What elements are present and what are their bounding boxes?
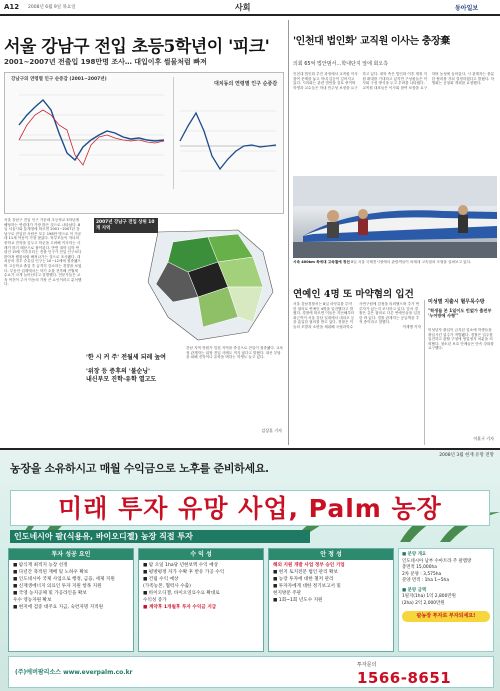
- right-body: 인천대 법인화 추진 과정에서 교직원 이사 참여 문제를 놓고 학내 갈등이 깊어지고 있다. 시의회는 관련 법안을 검토 중이며 학생과 교수들은 학내 민주성 보장을 요구하고 있다. 대학 측은 법인화 이후 재정 지원 확대를 기대하고 있지만 구성원들은 이사회 구성 방식을 두고 우려를 나타냈다. 교직원 대표들은 이사회 참여 보장을 요구하며 농성에 들어갔다. 시 관계자는 충분한 협의를 거쳐 결정하겠다고 밝혔다. 학생회는 공청회 개최를 요청했다.: [293, 72, 495, 90]
- list-item: ■ 1회~1회 년도수 지원: [273, 598, 323, 603]
- ad-panel-success: [8, 548, 134, 652]
- ad-subtitle-text: 인도네시아 팜(식용유, 바이오디젤) 농장 직접 투자: [14, 532, 193, 541]
- ad-promo-note: 2008년 3월 현재 유망 전망: [439, 453, 494, 458]
- list-item: 수익성 증가: [143, 598, 167, 603]
- ad-panel-profit: [138, 548, 264, 652]
- ad-panel-stability: [268, 548, 394, 652]
- list-item: 인도네시아 남부 수마트라 주 팔렘방: [402, 558, 472, 564]
- pull-quote-3: 내신부모 진학·유학 열고도: [86, 376, 157, 383]
- box-byline: 이훈구 기자: [473, 436, 494, 442]
- line-chart-right: [176, 101, 280, 187]
- ad-panel-stability-title: 안 정 성: [269, 549, 393, 560]
- list-item: 1필지(1ha) 1억 2,800만원: [402, 594, 456, 599]
- ad-side-info: [398, 548, 494, 652]
- main-body-col2: [86, 346, 182, 442]
- main-body-col3: 강남 지역 학원가 밀집 지역을 중심으로 전입이 집중됐다. 교육청 관계자는 위장 전입 사례도 적지 않다고 밝혔다. 내신 부담을 피해 진학이나 유학을 택하는 학생도 늘고 있다. 김상훈 기자: [186, 346, 284, 434]
- list-item: 2차 분양 : 3,575ha: [402, 571, 442, 577]
- list-item: ■ 인도네시아 국제 사업으로 행정, 금융, 세제 지원: [13, 577, 115, 582]
- main-byline: 김상훈 기자: [261, 428, 282, 434]
- right-headline: '인천대 법인화' 교직원 이사는 충장棄: [293, 36, 450, 47]
- ad-panel-success-list: [9, 560, 133, 613]
- list-item: ■ 현지 토지전문 법인 관리 확보: [273, 570, 338, 575]
- ad-company: (주)에버팜리소스 www.everpalm.co.kr: [15, 669, 133, 676]
- section-title: 사회: [235, 2, 251, 12]
- list-item: (가족농본, 협력사 수출): [143, 584, 191, 589]
- chart2-title: 대치동의 연령별 인구 순증감: [214, 81, 278, 87]
- list-item: ■ 팜 오일 1ha당 년현보액 수익 예상: [143, 563, 219, 568]
- bottom-body: 서울 강남경찰서는 8일 마약류를 투약한 혐의로 연예인 4명을 입건했다고 밝혔다. 경찰에 따르면 이들은 지난해부터 최근까지 서울 강남 일대에서 대마초 등을 흡입한 혐의를 받고 있다. 경찰은 이들의 모발과 소변을 채취해 국립과학수사연구원에 감정을 의뢰했으며 추가 연루자가 있는지 조사하고 있다. 앞서 경찰은 같은 혐의로 다른 연예인들을 입건한 바 있다. 경찰 관계자는 공급책을 추적 중이라고 말했다. 이재명 기자: [293, 302, 421, 329]
- list-item: ■ 현지에 검증 대주요 지금, 숙련자명 지적원: [13, 605, 104, 610]
- train-photo: [293, 176, 497, 258]
- pull-quote-2: '위장 등 증후의 '불순닝': [86, 368, 150, 375]
- box-body: 미성년자 출입이 금지된 업소에 학생들을 출입시킨 업주가 적발됐다. 경찰은 업주를 입건하고 관할 구청에 영업정지 처분을 의뢰했다. 청소년 보호 단체들은 단속 강화를 요구했다. 이훈구 기자: [428, 328, 494, 442]
- photo-caption: 시속 400km 목에대 고속철에 정선 8일 서울 국제전시장에서 관람객들이 차세대 고속열차 모형을 살펴보고 있다.: [293, 260, 472, 264]
- page-number: A12: [4, 3, 20, 11]
- chart2-box: [173, 77, 281, 189]
- list-item: (2ha) 2억 2,000만원: [402, 600, 445, 606]
- ad-panel-profit-list: [139, 560, 263, 613]
- list-item: ■ 팜식재 최적지 농장 선정: [13, 563, 68, 568]
- ad-phone-number[interactable]: 1566-8651: [357, 669, 452, 687]
- main-subhead: 2001~2007년 전출입 198만명 조사… 대입이후 썰물처럼 빠져: [4, 58, 207, 66]
- list-item: 우수 영농자원 확보: [13, 598, 52, 603]
- list-item: ■ 국영 농지공체 및 가공라인을 확보: [13, 591, 87, 596]
- chart1-title: 강남구의 연령별 인구 순증감 (2001~2007년): [11, 77, 107, 82]
- column-divider: [288, 20, 289, 445]
- list-item: ■ 농장 투자에 대한 철저 관리: [273, 577, 334, 582]
- ad-footer: [8, 656, 494, 688]
- bottom-divider: [424, 300, 425, 445]
- list-item: 분양 면적 : 1ha 1~5ha: [402, 578, 450, 583]
- list-item: 해외 지원 개발 사업 정부 승인 기업: [273, 563, 345, 568]
- ad-top-line: 농장을 소유하시고 매월 수익금으로 노후를 준비하세요.: [10, 462, 269, 475]
- ad-panel-stability-list: [269, 560, 393, 606]
- main-headline: 서울 강남구 전입 초등5학년이 '피크': [4, 37, 270, 57]
- ad-title-banner: [10, 490, 490, 526]
- page-header: [0, 0, 500, 16]
- list-item: ■ 투자자에게 대한 정기보고서 및: [273, 584, 341, 589]
- ad-side-title2: ■ 분양 금액: [402, 587, 427, 593]
- pull-quote-1: '한 시 커 주' 전월세 되레 높여: [86, 354, 166, 361]
- ad-side-title: ■ 분양 개요: [402, 552, 427, 557]
- list-item: ■ 계약후 1개월후 투자 수익금 지급: [143, 605, 217, 610]
- ad-subtitle: [10, 530, 310, 543]
- bottom-headline: 연예인 4명 또 마약혐의 입건: [293, 289, 414, 300]
- list-item: ■ 평방평정 자가 수확 후 반유 가공 수익: [143, 570, 225, 575]
- ad-panel-profit-title: 수 익 성: [139, 549, 263, 560]
- ad-panel-success-title: 투자 성공 요인: [9, 549, 133, 560]
- chart-panel: [4, 72, 284, 214]
- box-sub: "학생들 본 1일이도 빈없가 출전부 '누어방에 사형'": [428, 308, 492, 319]
- ad-badge: 팜농장 투자로 부자되세요!: [402, 611, 490, 622]
- right-subhead: 의회 65억 법안범서…학내단지 앞에 회오측: [293, 61, 389, 67]
- main-body-col1: 서울 강남구 전입 인구 가운데 초등학교 5학년에 해당하는 연령대가 가장 많은 것으로 나타났다. 8일 서울시와 통계청에 따르면 2001~2007년 강남구로 전입한 사람은 모두 198만 명으로 이 가운데 11세 아동이 가장 많았다. 학부모들이 자녀의 중학교 진학을 앞두고 학군을 고려해 이사하는 사례가 많기 때문으로 풀이된다. 반면 대학 입학 연령인 19세 이후부터는 전출 인구가 전입 인구보다 많아져 썰물처럼 빠져나가는 것으로 조사됐다. 대치동의 경우 순유입 인구는 10~12세에 집중됐으며 고등학교 졸업 후 급격히 감소하는 경향을 보였다. 부동산 업계에서는 학기 초를 전후해 전월세 수요가 크게 늘어난다고 설명했다. 전문가들은 교육 여건이 주거 이동의 가장 큰 요인이라고 분석했다.: [4, 218, 82, 287]
- list-item: ■ 신재생에너지 의료인 투자 지원 항목 지원: [13, 584, 102, 589]
- map-panel: [84, 214, 284, 344]
- box-title: 미성별 지출시 혈무목수방: [428, 299, 485, 305]
- issue-date: 2008년 6월 9일 목요일: [28, 5, 76, 10]
- list-item: ■ 건립 수익 예상: [143, 577, 179, 582]
- ad-phone-label: 투자문의: [357, 662, 377, 668]
- line-chart-left: [9, 85, 169, 195]
- list-item: ■ 다년간 축적된 재배 및 노하우 확보: [13, 570, 89, 575]
- list-item: ■ 바이오디젤, 바이오연료수요 확대로: [143, 591, 220, 596]
- ad-block: [0, 448, 500, 691]
- train-photo-image: [293, 176, 497, 258]
- district-map: [88, 222, 278, 342]
- list-item: 현지방문 주관: [273, 591, 302, 596]
- ad-title: 미래 투자 유망 사업, Palm 농장: [58, 494, 442, 523]
- photo-caption-title: 시속 400km 목에대 고속철에 정선: [293, 260, 350, 264]
- bottom-byline: 이재명 기자: [402, 324, 421, 329]
- map-label-text: 2007년 강남구 전입 상위 10개 지역: [96, 220, 155, 231]
- list-item: 총면적 15,000ha: [402, 565, 437, 570]
- masthead-logo: 동아일보: [455, 5, 479, 12]
